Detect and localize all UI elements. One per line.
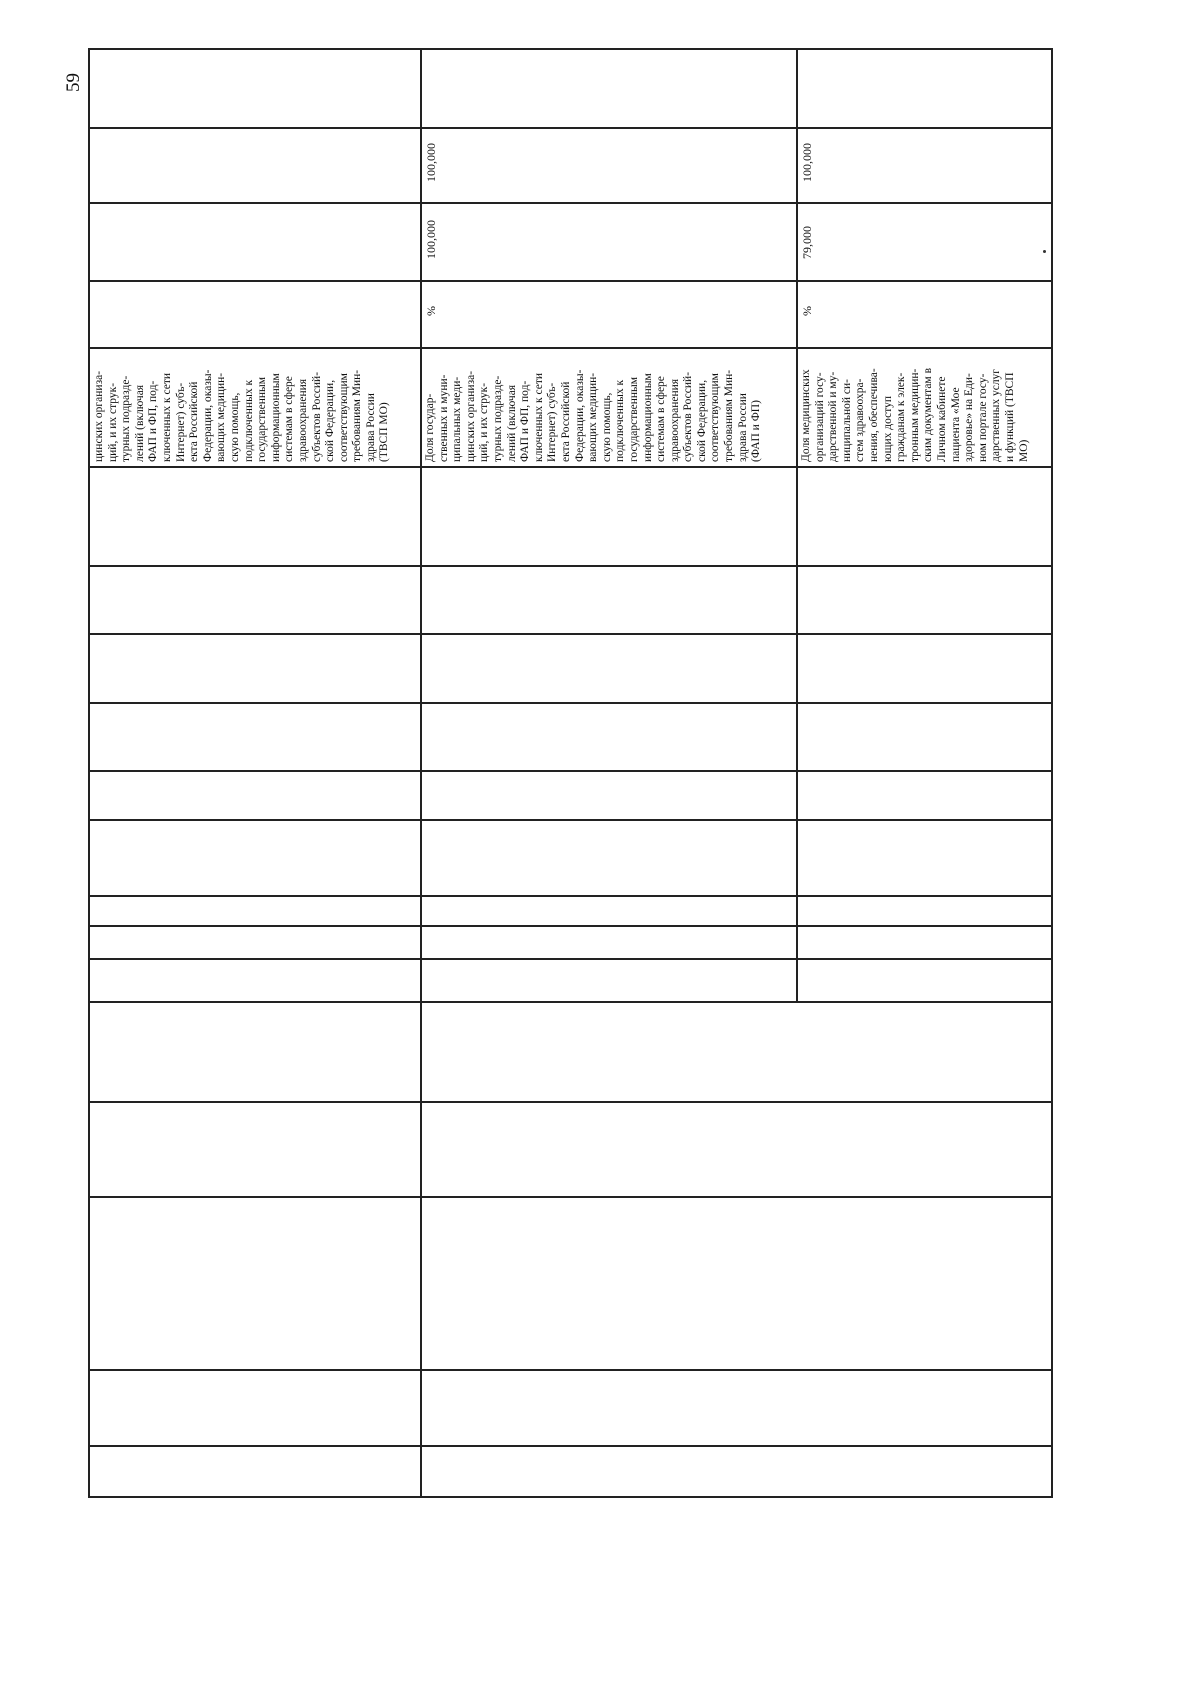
page-number: 59: [63, 73, 84, 92]
row3-description: Доля медицинских организаций госу- дарственной и му- ниципальной си- стем здравоохра- нения, обеспечива- ющих доступ гражданам к элек- тронным медицин- ским документам в Личном кабинете пациента «Мое здоровье» на Еди- ном портале госу- дарственных услуг и функций (ТВСП МО): [800, 367, 1030, 462]
row2-value-b: 100,000: [424, 143, 438, 182]
scan-speck: [1043, 250, 1046, 253]
row2-value-a: 100,000: [424, 220, 438, 259]
row2-unit: %: [424, 306, 438, 316]
row3-value-a: 79,000: [800, 226, 814, 259]
row1-description: цинских организа- ций, и их струк- турных подразде- лений (включая ФАП и ФП, под- ключенных к сети Интернет) субъ- екта Российской Федерации, оказы- вающих медицин- скую помощь, подключенных к государственным информационным системам в сфере здравоохранения субъектов Россий- ской Федерации, соответствующим требованиям Мин- здрава России (ТВСП МО): [93, 369, 391, 462]
row3-unit: %: [800, 306, 814, 316]
row2-description: Доля государ- ственных и муни- ципальных меди- цинских организа- ций, и их струк- турных подразде- лений (включая ФАП и ФП, под- ключенных к сети Интернет) субъ- екта Российской Федерации, оказы- вающих медицин- скую помощь, подключенных к государственным информационным системам в сфере здравоохранения субъектов Россий- ской Федерации, соответствующим требованиям Мин- здрава России (ФАП и ФП): [424, 369, 763, 462]
row3-value-b: 100,000: [800, 143, 814, 182]
